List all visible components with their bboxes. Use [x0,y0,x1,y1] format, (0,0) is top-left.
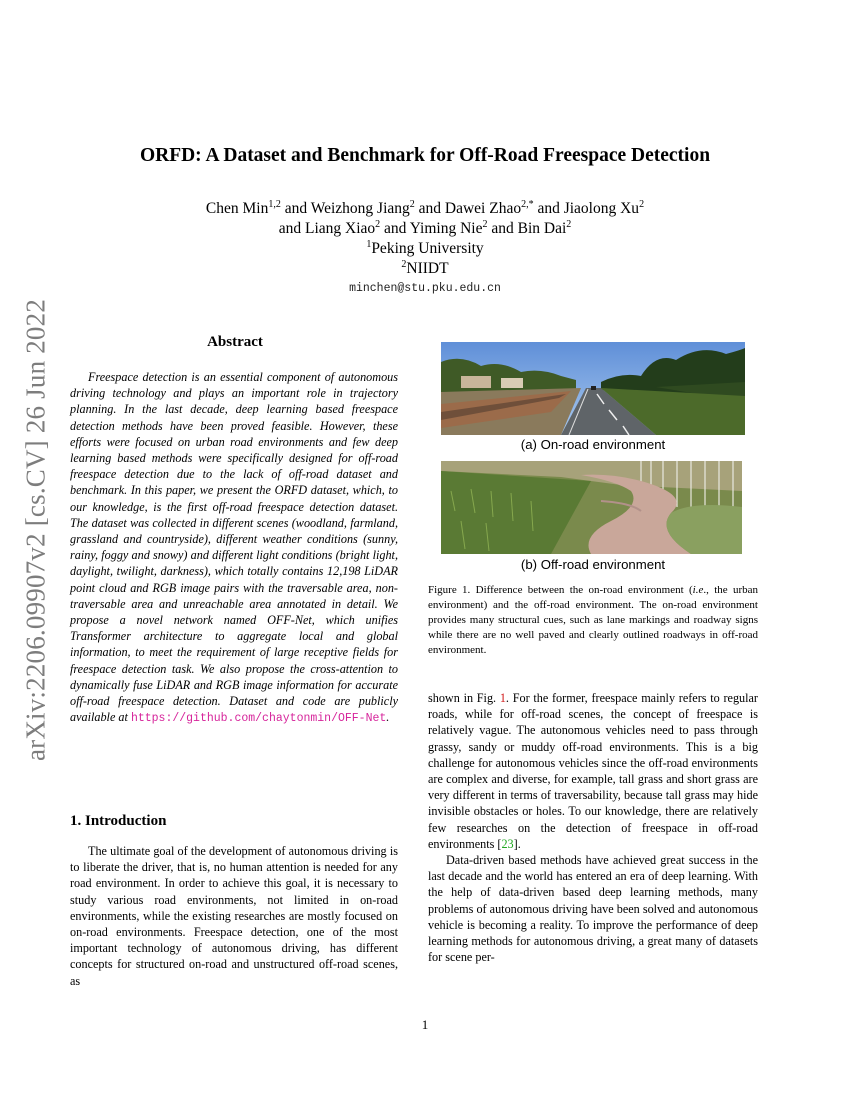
affiliation-2: $^2$NIIDT [401,258,449,277]
right-paragraph-1: shown in Fig. 1. For the former, freespace mainly refers to regular roads, while for off-road scenes, the concept of freespace is relatively vague. The autonomous vehicles need to pass through grassy, sandy or muddy off-road environments. This is a big challenge for autonomous vehicles since the off-road environments are complex and diverse, for example, tall grass and short grass are very different in terms of traversability, because tall grass may hide invisible obstacles or holes. To our knowledge, there are relatively few researches on the detection of freespace in off-road environments [23]. [428,691,758,851]
code-link[interactable]: https://github.com/chaytonmin/OFF-Net [130,712,387,726]
figure-reference-link[interactable]: 1 [499,691,506,705]
off-road-photo [441,461,742,554]
subcaption-b: (b) Off-road environment [520,557,666,572]
author-line-2: and Liang Xiao$^2$ and Yiming Nie$^2$ and Bin Dai$^2$ [278,218,572,237]
on-road-photo [441,342,745,435]
section-heading-introduction: 1. Introduction [70,813,167,829]
contact-email[interactable]: minchen@stu.pku.edu.cn [349,282,501,295]
subcaption-a: (a) On-road environment [520,437,666,452]
figure-caption: Figure 1. Difference between the on-road environment (i.e., the urban environment) and the off-road environment. The on-road environment provides many structural cues, such as lane markings and roadway signs while there are no well paved and clearly outlined roadways in off-road environment. [428,584,759,656]
citation-link[interactable]: 23 [501,836,514,851]
paper-title: ORFD: A Dataset and Benchmark for Off-Road Freespace Detection [139,145,711,166]
abstract-heading: Abstract [207,334,263,350]
arxiv-identifier: arXiv:2206.09907v2 [cs.CV] 26 Jun 2022 [20,298,51,762]
page-number: 1 [421,1017,429,1032]
right-paragraph-2: Data-driven based methods have achieved great success in the last decade and the world has entered an era of deep learning. With the help of data-driven based deep learning methods, many problems of autonomous driving have been solved and autonomous vehicle is becoming a reality. To improve the performance of deep learning methods for autonomous driving, a great many of datasets for scene per- [428,853,758,965]
affiliation-1: $^1$Peking University [366,238,484,257]
right-column-text [428,690,758,965]
author-line-1: Chen Min$^{1,2}$ and Weizhong Jiang$^2$ and Dawei Zhao$^{2,*}$ and Jiaolong Xu$^2$ [205,198,645,217]
intro-paragraph: The ultimate goal of the development of autonomous driving is to liberate the driver, that is, no human attention is needed for any road environment. In order to achieve this goal, it is necessary to study various road environments, not limited in on-road environments, while the existing researches are mostly focused on on-road environments. Freespace detection, one of the most important technology of autonomous driving, has different concepts for structured on-road and unstructured off-road scenes, as [70,844,398,988]
abstract-text: Freespace detection is an essential component of autonomous driving technology and plays an important role in trajectory planning. In the last decade, deep learning based freespace detection methods have been proved feasible. However, these efforts were focused on urban road environments and few deep learning based methods were specifically designed for off-road freespace detection due to the lack of off-road dataset and benchmark. In this paper, we present the ORFD dataset, which, to our knowledge, is the first off-road freespace detection dataset. The dataset was collected in different scenes (woodland, farmland, grassland and countryside), different weather conditions (sunny, rainy, foggy and snowy) and different light conditions (bright light, daylight, twilight, darkness), which totally contains 12,198 LiDAR point cloud and RGB image pairs with the traversable area, non-traversable area and unreachable area annotated in detail. We propose a novel network named OFF-Net, which unifies Transformer architecture to aggregate local and global information, to meet the requirement of large receptive fields for freespace detection task. We also propose the cross-attention to dynamically fuse LiDAR and RGB image information for accurate off-road freespace detection. Dataset and code are publicly available at https://github.com/chaytonmin/OFF-Net. [70,370,398,726]
